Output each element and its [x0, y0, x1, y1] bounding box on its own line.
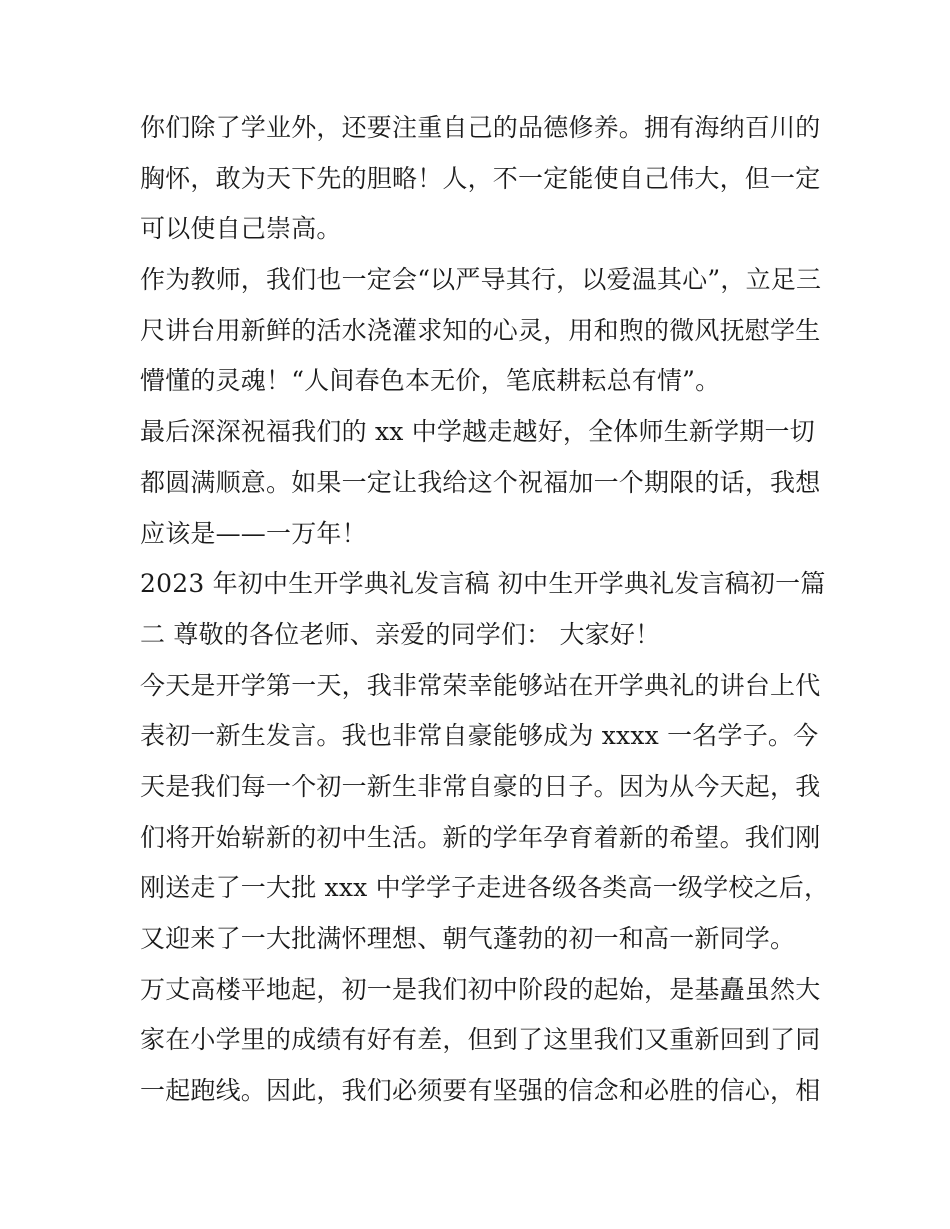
text-line: 又迎来了一大批满怀理想、朝气蓬勃的初一和高一新同学。	[140, 924, 796, 953]
text-line: 作为教师，我们也一定会“以严导其行，以爱温其心”，立足三	[140, 265, 822, 295]
text-line: 你们除了学业外，还要注重自己的品德修养。拥有海纳百川的	[140, 113, 821, 142]
text-line: 表初一新生发言。我也非常自豪能够成为 xxxx 一名学子。今	[140, 721, 819, 751]
text-line: 二 尊敬的各位老师、亲爱的同学们： 大家好！	[140, 619, 661, 649]
text-line: 今天是开学第一天，我非常荣幸能够站在开学典礼的讲台上代	[140, 670, 821, 700]
text-line: 最后深深祝福我们的 xx 中学越走越好，全体师生新学期一切	[140, 417, 815, 447]
text-line: 刚送走了一大批 xxx 中学学子走进各级各类高一级学校之后，	[140, 873, 830, 903]
text-line: 万丈高楼平地起，初一是我们初中阶段的起始，是基矗虽然大	[140, 974, 821, 1004]
text-line: 胸怀，敢为天下先的胆略！人，不一定能使自己伟大，但一定	[140, 163, 821, 193]
section-heading-line: 2023 年初中生开学典礼发言稿 初中生开学典礼发言稿初一篇	[140, 569, 826, 599]
text-line: 家在小学里的成绩有好有差，但到了这里我们又重新回到了同	[140, 1025, 821, 1055]
text-line: 一起跑线。因此，我们必须要有坚强的信念和必胜的信心，相	[140, 1076, 821, 1106]
text-line: 应该是——一万年！	[140, 518, 367, 548]
text-line: 尺讲台用新鲜的活水浇灌求知的心灵，用和煦的微风抚慰学生	[140, 315, 821, 345]
text-line: 们将开始崭新的初中生活。新的学年孕育着新的希望。我们刚	[140, 822, 821, 852]
text-line: 懵懂的灵魂！“人间春色本无价，笔底耕耘总有情”。	[140, 366, 721, 396]
text-line: 天是我们每一个初一新生非常自豪的日子。因为从今天起，我	[140, 771, 821, 801]
text-line: 都圆满顺意。如果一定让我给这个祝福加一个期限的话，我想	[140, 467, 821, 497]
text-line: 可以使自己崇高。	[140, 214, 342, 244]
body-text	[140, 103, 830, 1117]
